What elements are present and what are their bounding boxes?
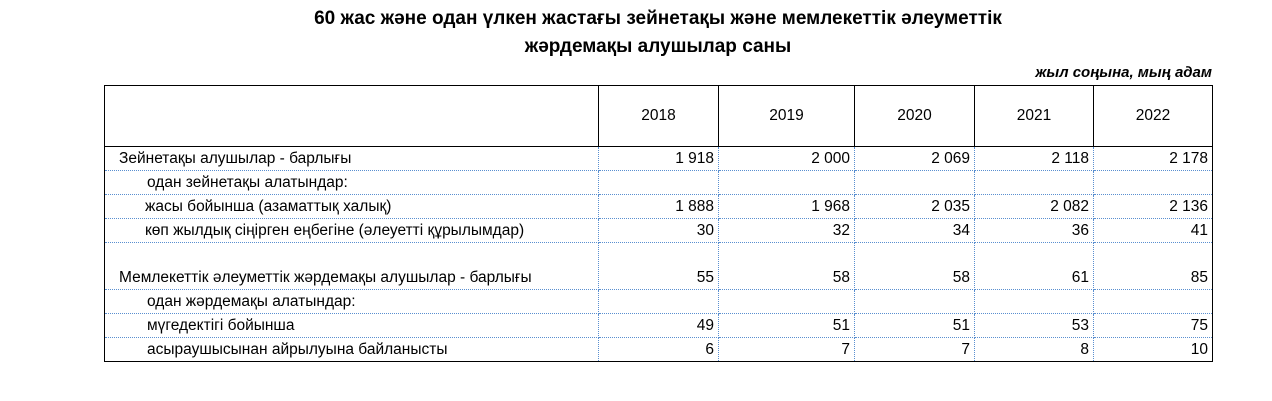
- value-cell: 58: [855, 243, 975, 290]
- table-row: [105, 147, 1213, 171]
- table-row: [105, 195, 1213, 219]
- units-note: жыл соңына, мың адам: [1035, 64, 1212, 81]
- value-cell: 2 035: [855, 195, 975, 219]
- table-row: [105, 338, 1213, 362]
- header-year-2021: 2021: [975, 86, 1094, 147]
- value-cell: 55: [599, 243, 719, 290]
- page-title-line-1: 60 жас және одан үлкен жастағы зейнетақы және мемлекеттік әлеуметтік: [314, 8, 1002, 29]
- value-cell: 61: [975, 243, 1094, 290]
- value-cell: 2 136: [1094, 195, 1213, 219]
- table-row: [105, 219, 1213, 243]
- value-cell: 7: [719, 338, 855, 362]
- value-cell: 2 000: [719, 147, 855, 171]
- statistics-table: [104, 85, 1213, 362]
- value-cell: 2 118: [975, 147, 1094, 171]
- table-row: [105, 243, 1213, 290]
- header-year-2018: 2018: [599, 86, 719, 147]
- value-cell: [855, 290, 975, 314]
- value-cell: [975, 171, 1094, 195]
- value-cell: 32: [719, 219, 855, 243]
- value-cell: [599, 290, 719, 314]
- value-cell: 7: [855, 338, 975, 362]
- value-cell: 41: [1094, 219, 1213, 243]
- value-cell: 2 069: [855, 147, 975, 171]
- value-cell: 36: [975, 219, 1094, 243]
- value-cell: 49: [599, 314, 719, 338]
- value-cell: 1 968: [719, 195, 855, 219]
- table-row: [105, 314, 1213, 338]
- value-cell: 6: [599, 338, 719, 362]
- value-cell: 1 888: [599, 195, 719, 219]
- table-header-row: [105, 86, 1213, 147]
- value-cell: 8: [975, 338, 1094, 362]
- value-cell: [1094, 171, 1213, 195]
- value-cell: 85: [1094, 243, 1213, 290]
- value-cell: 10: [1094, 338, 1213, 362]
- header-label-cell: [105, 86, 599, 147]
- value-cell: 51: [855, 314, 975, 338]
- row-label-pension-total: Зейнетақы алушылар - барлығы: [105, 147, 599, 171]
- value-cell: 51: [719, 314, 855, 338]
- header-year-2022: 2022: [1094, 86, 1213, 147]
- value-cell: [1094, 290, 1213, 314]
- header-year-2020: 2020: [855, 86, 975, 147]
- row-label-loss-of-breadwinner: асыраушысынан айрылуына байланысты: [105, 338, 599, 362]
- value-cell: [719, 290, 855, 314]
- value-cell: [855, 171, 975, 195]
- table-row: [105, 290, 1213, 314]
- row-label-benefit-total: Мемлекеттік әлеуметтік жәрдемақы алушылар - барлығы: [105, 243, 599, 290]
- value-cell: 53: [975, 314, 1094, 338]
- row-label-by-age: жасы бойынша (азаматтық халық): [105, 195, 599, 219]
- page-title-line-2: жәрдемақы алушылар саны: [524, 36, 792, 57]
- value-cell: [975, 290, 1094, 314]
- value-cell: 2 082: [975, 195, 1094, 219]
- value-cell: [599, 171, 719, 195]
- value-cell: 75: [1094, 314, 1213, 338]
- row-label-pension-subheader: одан зейнетақы алатындар:: [105, 171, 599, 195]
- row-label-disability: мүгедектігі бойынша: [105, 314, 599, 338]
- table-row: [105, 171, 1213, 195]
- row-label-benefit-subheader: одан жәрдемақы алатындар:: [105, 290, 599, 314]
- value-cell: 2 178: [1094, 147, 1213, 171]
- value-cell: 30: [599, 219, 719, 243]
- value-cell: 34: [855, 219, 975, 243]
- value-cell: 58: [719, 243, 855, 290]
- row-label-long-service: көп жылдық сіңірген еңбегіне (әлеуетті құрылымдар): [105, 219, 599, 243]
- value-cell: 1 918: [599, 147, 719, 171]
- header-year-2019: 2019: [719, 86, 855, 147]
- value-cell: [719, 171, 855, 195]
